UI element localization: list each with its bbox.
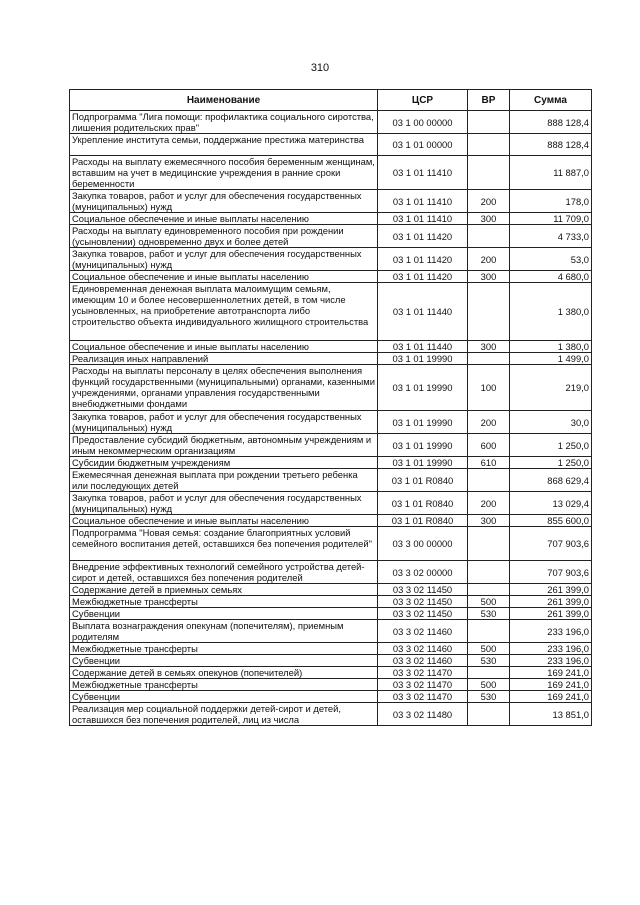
row-csr-cell: 03 3 02 11480 — [378, 703, 468, 726]
table-row — [70, 271, 592, 283]
row-name-cell: Социальное обеспечение и иные выплаты населению — [70, 515, 378, 527]
row-sum-cell: 233 196,0 — [510, 643, 592, 655]
row-vr-cell — [468, 225, 510, 248]
row-vr-cell — [468, 156, 510, 190]
row-sum-cell: 13 029,4 — [510, 492, 592, 515]
row-sum-cell: 169 241,0 — [510, 691, 592, 703]
row-sum-cell: 261 399,0 — [510, 596, 592, 608]
row-vr-cell: 500 — [468, 596, 510, 608]
row-vr-cell: 500 — [468, 643, 510, 655]
row-name-cell: Закупка товаров, работ и услуг для обеспечения государственных (муниципальных) нужд — [70, 190, 378, 213]
row-csr-cell: 03 3 00 00000 — [378, 527, 468, 561]
row-csr-cell: 03 1 01 R0840 — [378, 515, 468, 527]
row-csr-cell: 03 1 01 11410 — [378, 213, 468, 225]
table-row — [70, 111, 592, 134]
row-name-cell: Реализация мер социальной поддержки детей-сирот и детей, оставшихся без попечения родителей, лиц из числа — [70, 703, 378, 726]
row-sum-cell: 261 399,0 — [510, 608, 592, 620]
table-row — [70, 515, 592, 527]
row-csr-cell: 03 1 01 11420 — [378, 225, 468, 248]
row-vr-cell — [468, 469, 510, 492]
row-name-cell: Расходы на выплаты персоналу в целях обеспечения выполнения функций государственными (муниципальными) органами, казенными учреждениями, органами управления государственными внебюджетными фондами — [70, 365, 378, 411]
row-vr-cell: 530 — [468, 655, 510, 667]
table-row — [70, 655, 592, 667]
column-header-vr: ВР — [468, 90, 510, 111]
row-csr-cell: 03 1 01 11410 — [378, 156, 468, 190]
row-name-cell: Ежемесячная денежная выплата при рождении третьего ребенка или последующих детей — [70, 469, 378, 492]
row-name-cell: Субвенции — [70, 655, 378, 667]
row-csr-cell: 03 3 02 11460 — [378, 655, 468, 667]
table-row — [70, 225, 592, 248]
row-name-cell: Закупка товаров, работ и услуг для обеспечения государственных (муниципальных) нужд — [70, 492, 378, 515]
row-sum-cell: 4 680,0 — [510, 271, 592, 283]
row-vr-cell: 300 — [468, 213, 510, 225]
row-vr-cell: 530 — [468, 691, 510, 703]
row-name-cell: Межбюджетные трансферты — [70, 643, 378, 655]
table-row — [70, 411, 592, 434]
row-csr-cell: 03 1 00 00000 — [378, 111, 468, 134]
row-csr-cell: 03 1 01 19990 — [378, 411, 468, 434]
page-number: 310 — [310, 62, 330, 74]
row-vr-cell: 610 — [468, 457, 510, 469]
row-vr-cell: 200 — [468, 248, 510, 271]
row-csr-cell: 03 3 02 11470 — [378, 691, 468, 703]
table-row — [70, 365, 592, 411]
table-row — [70, 596, 592, 608]
row-vr-cell: 200 — [468, 411, 510, 434]
row-sum-cell: 1 499,0 — [510, 353, 592, 365]
row-csr-cell: 03 1 01 11440 — [378, 341, 468, 353]
row-name-cell: Предоставление субсидий бюджетным, автономным учреждениям и иным некоммерческим организациям — [70, 434, 378, 457]
row-csr-cell: 03 3 02 11470 — [378, 679, 468, 691]
row-sum-cell: 178,0 — [510, 190, 592, 213]
table-row — [70, 561, 592, 584]
row-csr-cell: 03 1 01 11410 — [378, 190, 468, 213]
row-sum-cell: 1 380,0 — [510, 341, 592, 353]
row-csr-cell: 03 1 01 19990 — [378, 365, 468, 411]
table-row — [70, 457, 592, 469]
row-csr-cell: 03 3 02 11450 — [378, 608, 468, 620]
row-sum-cell: 855 600,0 — [510, 515, 592, 527]
row-vr-cell — [468, 703, 510, 726]
row-name-cell: Закупка товаров, работ и услуг для обеспечения государственных (муниципальных) нужд — [70, 248, 378, 271]
row-sum-cell: 233 196,0 — [510, 620, 592, 643]
row-csr-cell: 03 1 01 R0840 — [378, 469, 468, 492]
row-csr-cell: 03 3 02 11450 — [378, 596, 468, 608]
column-header-name: Наименование — [70, 90, 378, 111]
row-csr-cell: 03 3 02 00000 — [378, 561, 468, 584]
table-row — [70, 620, 592, 643]
table-row — [70, 434, 592, 457]
row-name-cell: Реализация иных направлений — [70, 353, 378, 365]
row-vr-cell — [468, 283, 510, 341]
table-row — [70, 156, 592, 190]
row-sum-cell: 1 250,0 — [510, 434, 592, 457]
row-name-cell: Расходы на выплату ежемесячного пособия беременным женщинам, вставшим на учет в медицинские учреждения в ранние сроки беременности — [70, 156, 378, 190]
row-name-cell: Содержание детей в приемных семьях — [70, 584, 378, 596]
column-header-sum: Сумма — [510, 90, 592, 111]
row-sum-cell: 4 733,0 — [510, 225, 592, 248]
row-vr-cell — [468, 620, 510, 643]
row-csr-cell: 03 3 02 11450 — [378, 584, 468, 596]
column-header-csr: ЦСР — [378, 90, 468, 111]
row-name-cell: Подпрограмма "Лига помощи: профилактика социального сиротства, лишения родительских прав" — [70, 111, 378, 134]
row-sum-cell: 868 629,4 — [510, 469, 592, 492]
row-csr-cell: 03 1 01 19990 — [378, 457, 468, 469]
row-csr-cell: 03 1 01 19990 — [378, 353, 468, 365]
table-row — [70, 643, 592, 655]
row-vr-cell: 300 — [468, 271, 510, 283]
row-sum-cell: 11 887,0 — [510, 156, 592, 190]
row-vr-cell: 100 — [468, 365, 510, 411]
row-name-cell: Субвенции — [70, 691, 378, 703]
row-vr-cell: 200 — [468, 190, 510, 213]
table-row — [70, 492, 592, 515]
row-name-cell: Расходы на выплату единовременного пособия при рождении (усыновлении) одновременно двух и более детей — [70, 225, 378, 248]
row-csr-cell: 03 3 02 11470 — [378, 667, 468, 679]
row-name-cell: Укрепление института семьи, поддержание престижа материнства — [70, 134, 378, 156]
row-name-cell: Внедрение эффективных технологий семейного устройства детей-сирот и детей, оставшихся без попечения родителей — [70, 561, 378, 584]
row-vr-cell — [468, 561, 510, 584]
table-row — [70, 679, 592, 691]
row-name-cell: Содержание детей в семьях опекунов (попечителей) — [70, 667, 378, 679]
row-csr-cell: 03 3 02 11460 — [378, 620, 468, 643]
table-row — [70, 213, 592, 225]
row-csr-cell: 03 1 01 19990 — [378, 434, 468, 457]
row-vr-cell: 600 — [468, 434, 510, 457]
row-vr-cell — [468, 353, 510, 365]
row-vr-cell — [468, 667, 510, 679]
row-name-cell: Закупка товаров, работ и услуг для обеспечения государственных (муниципальных) нужд — [70, 411, 378, 434]
row-name-cell: Единовременная денежная выплата малоимущим семьям, имеющим 10 и более несовершеннолетних детей, в том числе усыновленных, на приобретение автотранспорта либо строительство объекта индивидуального жилищного строительства — [70, 283, 378, 341]
table-row — [70, 353, 592, 365]
table-row — [70, 190, 592, 213]
table-header-row — [70, 90, 592, 111]
row-sum-cell: 1 380,0 — [510, 283, 592, 341]
row-sum-cell: 11 709,0 — [510, 213, 592, 225]
row-sum-cell: 707 903,6 — [510, 561, 592, 584]
row-vr-cell: 300 — [468, 515, 510, 527]
row-vr-cell: 500 — [468, 679, 510, 691]
row-sum-cell: 219,0 — [510, 365, 592, 411]
table-row — [70, 667, 592, 679]
row-name-cell: Субсидии бюджетным учреждениям — [70, 457, 378, 469]
table-row — [70, 584, 592, 596]
row-name-cell: Межбюджетные трансферты — [70, 679, 378, 691]
row-name-cell: Социальное обеспечение и иные выплаты населению — [70, 213, 378, 225]
row-vr-cell — [468, 584, 510, 596]
row-vr-cell — [468, 111, 510, 134]
row-csr-cell: 03 1 01 R0840 — [378, 492, 468, 515]
row-name-cell: Выплата вознаграждения опекунам (попечителям), приемным родителям — [70, 620, 378, 643]
table-row — [70, 469, 592, 492]
table-row — [70, 527, 592, 561]
row-sum-cell: 169 241,0 — [510, 679, 592, 691]
row-csr-cell: 03 1 01 11420 — [378, 271, 468, 283]
table-row — [70, 248, 592, 271]
row-name-cell: Межбюджетные трансферты — [70, 596, 378, 608]
row-vr-cell: 530 — [468, 608, 510, 620]
row-vr-cell: 200 — [468, 492, 510, 515]
table-row — [70, 341, 592, 353]
row-name-cell: Социальное обеспечение и иные выплаты населению — [70, 341, 378, 353]
row-csr-cell: 03 1 01 00000 — [378, 134, 468, 156]
row-name-cell: Подпрограмма "Новая семья: создание благоприятных условий семейного воспитания детей, оставшихся без попечения родителей" — [70, 527, 378, 561]
row-sum-cell: 888 128,4 — [510, 111, 592, 134]
row-sum-cell: 1 250,0 — [510, 457, 592, 469]
table-row — [70, 134, 592, 156]
row-vr-cell — [468, 134, 510, 156]
row-name-cell: Субвенции — [70, 608, 378, 620]
table-row — [70, 691, 592, 703]
row-vr-cell — [468, 527, 510, 561]
row-sum-cell: 233 196,0 — [510, 655, 592, 667]
row-sum-cell: 707 903,6 — [510, 527, 592, 561]
budget-table — [69, 89, 592, 726]
row-vr-cell: 300 — [468, 341, 510, 353]
row-sum-cell: 13 851,0 — [510, 703, 592, 726]
table-row — [70, 703, 592, 726]
row-sum-cell: 53,0 — [510, 248, 592, 271]
row-sum-cell: 30,0 — [510, 411, 592, 434]
table-row — [70, 283, 592, 341]
row-sum-cell: 169 241,0 — [510, 667, 592, 679]
row-csr-cell: 03 1 01 11440 — [378, 283, 468, 341]
row-sum-cell: 888 128,4 — [510, 134, 592, 156]
row-name-cell: Социальное обеспечение и иные выплаты населению — [70, 271, 378, 283]
row-csr-cell: 03 1 01 11420 — [378, 248, 468, 271]
table-row — [70, 608, 592, 620]
row-csr-cell: 03 3 02 11460 — [378, 643, 468, 655]
row-sum-cell: 261 399,0 — [510, 584, 592, 596]
